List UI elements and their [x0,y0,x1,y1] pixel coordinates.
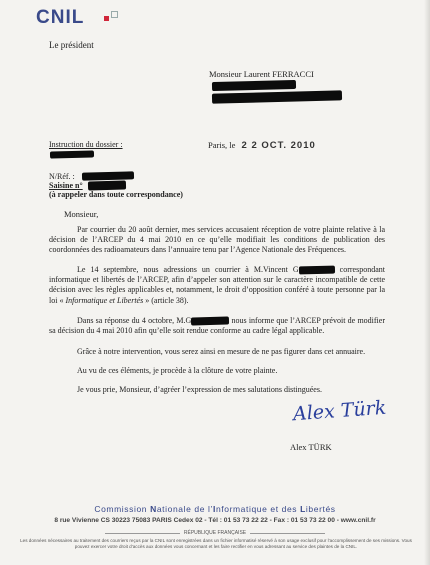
footer-republic-label: RÉPUBLIQUE FRANÇAISE [180,530,250,536]
place-date [208,140,316,151]
paragraph-closing-formula: Je vous prie, Monsieur, d’agréer l’expression de mes salutations distinguées. [77,385,322,394]
reference-reminder: (à rappeler dans toute correspondance) [49,190,183,199]
saisine-label: Saisine n° [49,181,83,190]
paragraph-outcome: Grâce à notre intervention, vous serez ainsi en mesure de ne pas figurer dans cet annuaire. [77,347,366,356]
signer-name: Alex TÜRK [290,442,332,452]
footer-title-initial: I [212,504,216,514]
p2-part-a: Le 14 septembre, nous adressions un courrier à M.Vincent G [77,265,299,274]
footer-republic [0,530,430,536]
scan-edge-shadow [424,0,430,565]
redacted-instruction [50,150,94,158]
paragraph-complaint: Par courrier du 20 août dernier, mes services accusaient réception de votre plainte relative à la décision de l’ARCEP du 4 mai 2010 en ce qu’elle modifiait les conditions de publication des coordonnées des radioamateurs dans l’annuaire tenu par l’Agence Nationale des Fréquences. [49,225,385,255]
instruction-label: Instruction du dossier : [49,140,123,149]
footer-title-part: Commission [94,504,151,514]
redacted-address-line-1 [212,80,296,91]
p3-part-b: nous informe que l’ARCEP prévoit de modifier sa décision du 4 mai 2010 afin qu’elle soit rendue conforme au cadre légal applicable. [49,316,385,336]
p2-part-c: » (article 38). [143,295,189,305]
place-date-label: Paris, le [208,140,236,150]
handwritten-signature: Alex Türk [292,396,387,426]
footer-title-part: nformatique et des [215,504,301,514]
footer-title-initial: L [300,504,306,514]
paragraph-closure: Au vu de ces éléments, je procède à la clôture de votre plainte. [77,366,278,375]
paragraph-response [49,316,385,336]
addressee-name: Monsieur Laurent FERRACCI [209,69,314,79]
redacted-address-line-2 [212,90,342,103]
footer-title-part: ationale de l’ [156,504,213,514]
p3-part-a: Dans sa réponse du 4 octobre, M.G [77,316,192,325]
sender-title: Le président [49,40,94,50]
paragraph-letter-arcep [49,265,385,306]
footer-address: 8 rue Vivienne CS 30223 75083 PARIS Cedex 02 - Tél : 01 53 73 22 22 - Fax : 01 53 73 22 00 - www.cnil.fr [54,517,376,524]
salutation: Monsieur, [64,209,99,219]
footer-title-initial: N [150,504,157,514]
redacted-reference [82,171,134,180]
redacted-surname [299,266,335,275]
footer-commission-name [0,504,430,514]
p2-part-b: correspondant informatique et libertés de l’ARCEP, afin d’appeler son attention sur le caractère incompatible de cette décision avec les règles applicables et, notamment, le droit d’opposition conféré à toute personne par la loi « [49,265,385,305]
cnil-logo: CNIL [36,7,85,28]
redacted-saisine-number [88,181,126,191]
logo-square-icon [111,11,118,18]
law-name: Informatique et Libertés [65,295,144,305]
redacted-surname-2 [191,317,229,326]
footer-title-part: ibertés [305,504,336,514]
logo-red-dot-icon [104,16,109,21]
date-stamp: 2 2 OCT. 2010 [241,140,316,151]
our-reference-label: N/Réf. : [49,172,75,181]
footer-privacy-note: Les données nécessaires au traitement des courriers reçus par la CNIL sont enregistrées dans un fichier informatisé réservé à son usage exclusif pour l’accomplissement de ses missions. Vous pouvez exercer votre droit d’accès aux données vous concernant et les faire rectifier en vous adressant au service des plaintes de la CNIL. [20,538,412,549]
